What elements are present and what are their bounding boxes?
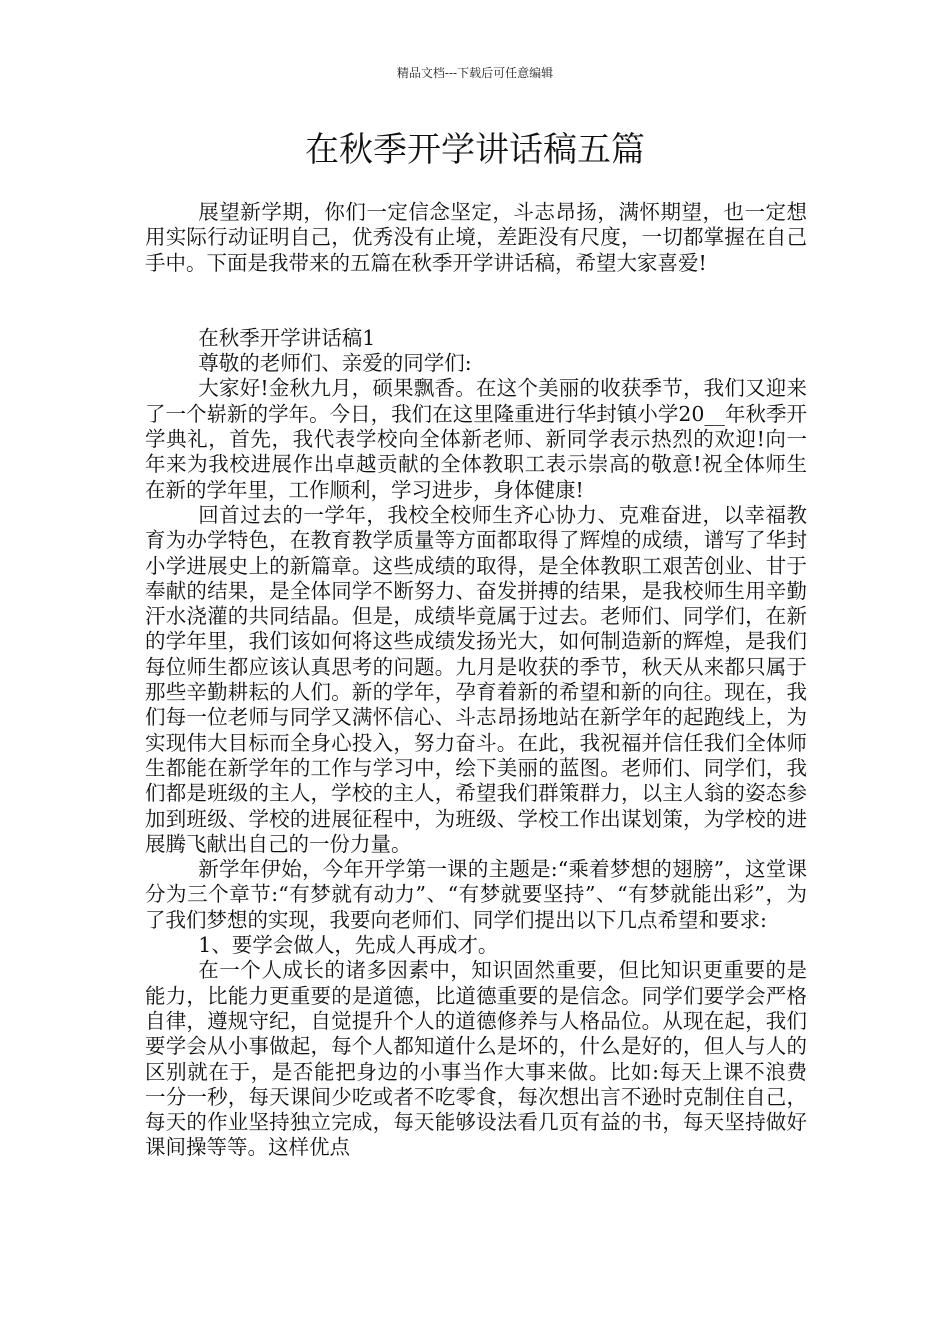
list-item: 1、要学会做人，先成人再成才。 xyxy=(198,933,499,958)
intro-paragraph: 展望新学期，你们一定信念坚定，斗志昂扬，满怀期望，也一定想用实际行动证明自己，优秀没有止境，差距没有尺度，一切都掌握在自己手中。下面是我带来的五篇在秋季开学讲话稿，希望大家喜爱! xyxy=(145,200,807,275)
document-body xyxy=(145,200,807,1161)
document-title: 在秋季开学讲话稿五篇 xyxy=(305,130,645,170)
section-spacer xyxy=(145,276,807,326)
body-paragraph: 大家好!金秋九月，硕果飘香。在这个美丽的收获季节，我们又迎来了一个崭新的学年。今日，我们在这里隆重进行华封镇小学20__年秋季开学典礼，首先，我代表学校向全体新老师、新同学表示热烈的欢迎!向一年来为我校进展作出卓越贡献的全体教职工表示崇高的敬意!祝全体师生在新的学年里，工作顺利，学习进步，身体健康! xyxy=(145,376,807,502)
page-header: 精品文档---下载后可任意编辑 xyxy=(396,66,554,80)
body-paragraph: 新学年伊始，今年开学第一课的主题是:“乘着梦想的翅膀”，这堂课分为三个章节:“有梦就有动力”、“有梦就要坚持”、“有梦就能出彩”，为了我们梦想的实现，我要向老师们、同学们提出以下几点希望和要求: xyxy=(145,857,807,932)
body-paragraph: 在一个人成长的诸多因素中，知识固然重要，但比知识更重要的是能力，比能力更重要的是道德，比道德重要的是信念。同学们要学会严格自律，遵规守纪，自觉提升个人的道德修养与人格品位。从现在起，我们要学会从小事做起，每个人都知道什么是坏的，什么是好的，但人与人的区别就在于，是否能把身边的小事当作大事来做。比如:每天上课不浪费一分一秒，每天课间少吃或者不吃零食，每次想出言不逊时克制住自己，每天的作业坚持独立完成，每天能够设法看几页有益的书，每天坚持做好课间操等等。这样优点 xyxy=(145,958,807,1160)
section-heading: 在秋季开学讲话稿1 xyxy=(198,325,376,350)
body-paragraph: 回首过去的一学年，我校全校师生齐心协力、克难奋进，以幸福教育为办学特色，在教育教学质量等方面都取得了辉煌的成绩，谱写了华封小学进展史上的新篇章。这些成绩的取得，是全体教职工艰苦创业、甘于奉献的结果，是全体同学不断努力、奋发拼搏的结果，是我校师生用辛勤汗水浇灌的共同结晶。但是，成绩毕竟属于过去。老师们、同学们，在新的学年里，我们该如何将这些成绩发扬光大，如何制造新的辉煌，是我们每位师生都应该认真思考的问题。九月是收获的季节，秋天从来都只属于那些辛勤耕耘的人们。新的学年，孕育着新的希望和新的向往。现在，我们每一位老师与同学又满怀信心、斗志昂扬地站在新学年的起跑线上，为实现伟大目标而全身心投入，努力奋斗。在此，我祝福并信任我们全体师生都能在新学年的工作与学习中，绘下美丽的蓝图。老师们、同学们，我们都是班级的主人，学校的主人，希望我们群策群力，以主人翁的姿态参加到班级、学校的进展征程中，为班级、学校工作出谋划策，为学校的进展腾飞献出自己的一份力量。 xyxy=(145,502,807,856)
greeting-line: 尊敬的老师们、亲爱的同学们: xyxy=(198,351,472,376)
